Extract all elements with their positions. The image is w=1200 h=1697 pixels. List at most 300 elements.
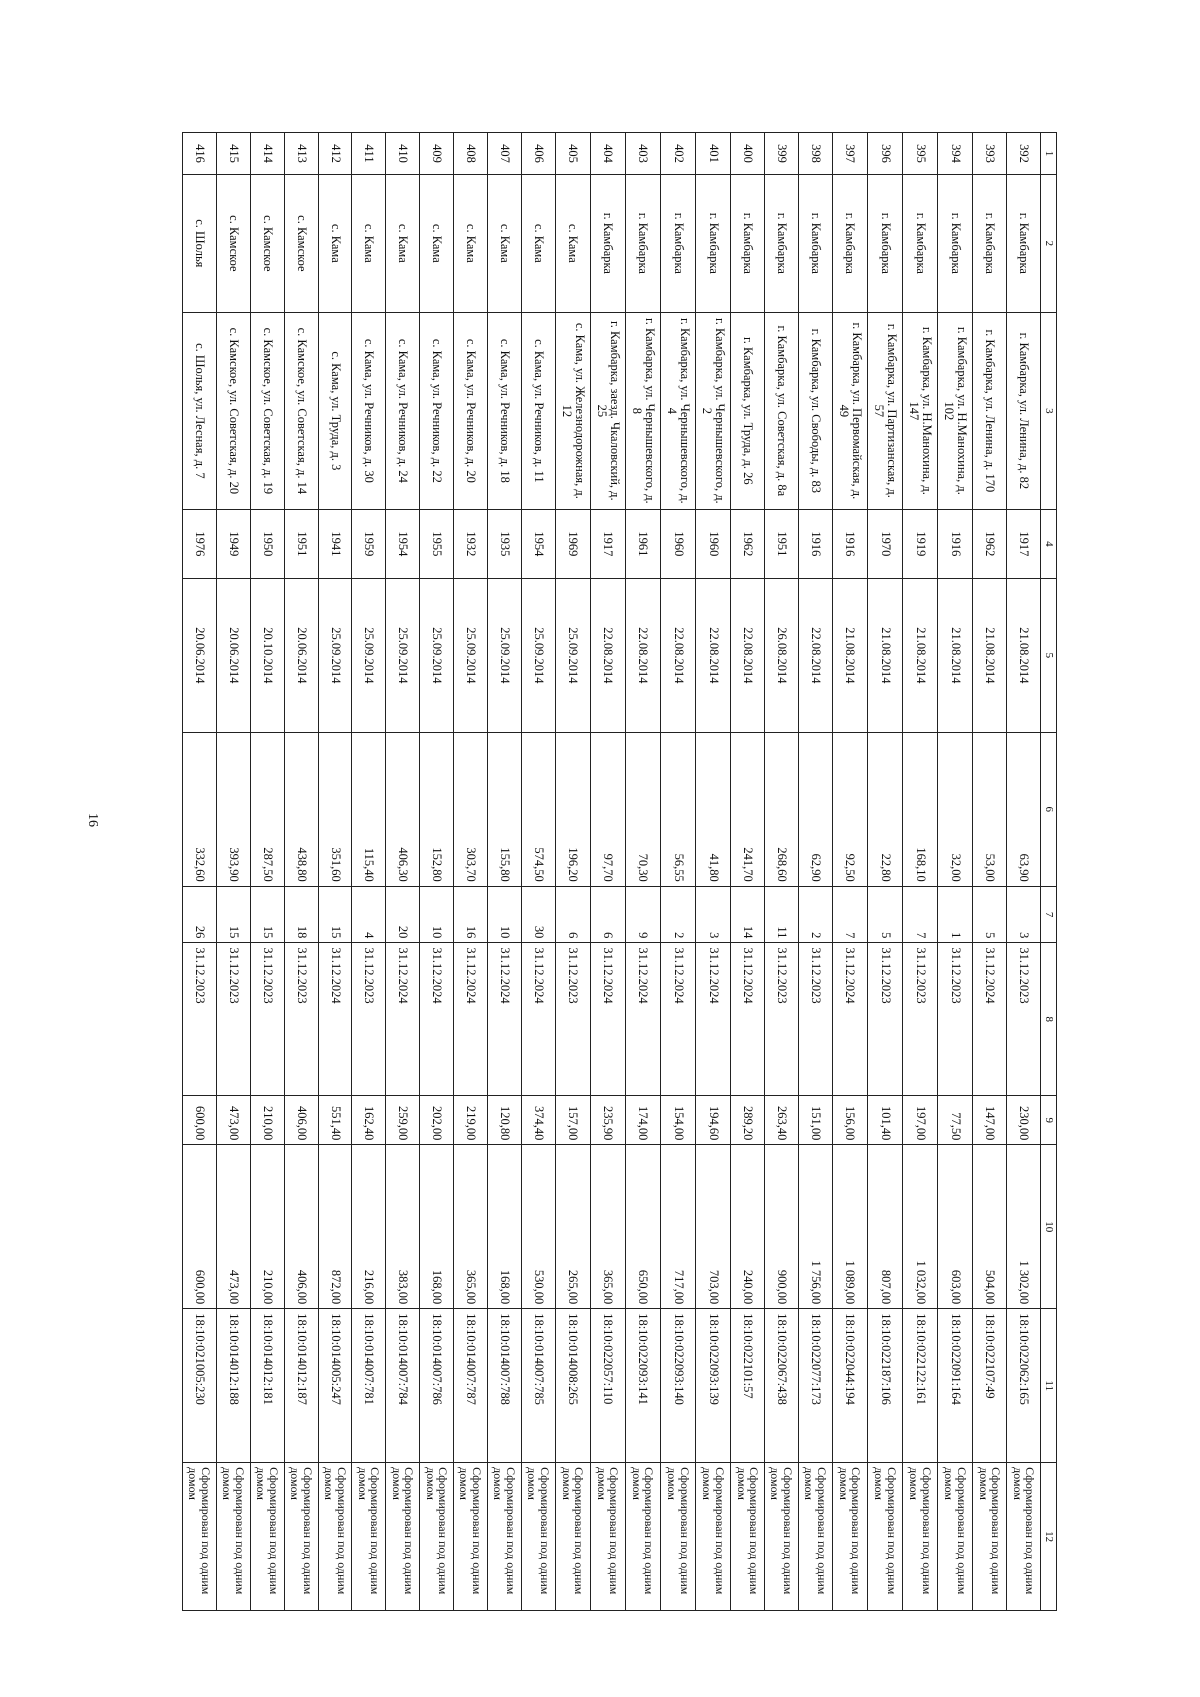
locality-cell: г. Камбарка xyxy=(938,174,973,312)
date-cell: 20.06.2014 xyxy=(284,578,318,732)
locality-cell: г. Камбарка xyxy=(625,174,660,312)
deadline-cell: 31.12.2024 xyxy=(420,943,454,1096)
col9-cell: 156,00 xyxy=(832,1096,867,1145)
deadline-cell: 31.12.2023 xyxy=(903,943,938,1096)
address-cell: с. Кама, ул. Речников, д. 20 xyxy=(454,312,488,509)
col9-cell: 101,40 xyxy=(867,1096,902,1145)
col10-cell: 216,00 xyxy=(352,1145,386,1309)
note-cell: Сформирован под одним домом xyxy=(832,1463,867,1611)
locality-cell: с. Кама xyxy=(454,174,488,312)
note-cell: Сформирован под одним домом xyxy=(420,1463,454,1611)
table-row xyxy=(352,133,386,1611)
row-number-cell: 403 xyxy=(625,133,660,175)
area-cell: 196,20 xyxy=(555,732,590,886)
col10-cell: 210,00 xyxy=(250,1145,284,1309)
locality-cell: с. Камское xyxy=(250,174,284,312)
area-cell: 241,70 xyxy=(731,732,765,886)
area-cell: 53,00 xyxy=(973,732,1007,886)
cadastral-number-cell: 18:10:022057:110 xyxy=(590,1309,625,1463)
year-built-cell: 1950 xyxy=(250,509,284,578)
note-cell: Сформирован под одним домом xyxy=(183,1463,217,1611)
note-cell: Сформирован под одним домом xyxy=(352,1463,386,1611)
col10-cell: 406,00 xyxy=(284,1145,318,1309)
address-cell: г. Камбарка, ул. Партизанская, д. 57 xyxy=(867,312,902,509)
area-cell: 268,60 xyxy=(765,732,799,886)
address-cell: г. Камбарка, ул. Первомайская, д. 49 xyxy=(832,312,867,509)
area-cell: 70,30 xyxy=(625,732,660,886)
year-built-cell: 1976 xyxy=(183,509,217,578)
col7-cell: 11 xyxy=(765,886,799,943)
table-row xyxy=(250,133,284,1611)
date-cell: 22.08.2014 xyxy=(696,578,731,732)
col10-cell: 504,00 xyxy=(973,1145,1007,1309)
cadastral-number-cell: 18:10:014007:786 xyxy=(420,1309,454,1463)
col9-cell: 197,00 xyxy=(903,1096,938,1145)
col10-cell: 1 756,00 xyxy=(798,1145,832,1309)
table-row xyxy=(454,133,488,1611)
row-number-cell: 393 xyxy=(973,133,1007,175)
note-cell: Сформирован под одним домом xyxy=(454,1463,488,1611)
col7-cell: 20 xyxy=(386,886,420,943)
row-number-cell: 411 xyxy=(352,133,386,175)
locality-cell: с. Кама xyxy=(352,174,386,312)
note-cell: Сформирован под одним домом xyxy=(590,1463,625,1611)
area-cell: 574,50 xyxy=(521,732,555,886)
col7-cell: 2 xyxy=(798,886,832,943)
year-built-cell: 1916 xyxy=(798,509,832,578)
address-cell: г. Камбарка, ул. Труда, д. 26 xyxy=(731,312,765,509)
year-built-cell: 1961 xyxy=(625,509,660,578)
locality-cell: г. Камбарка xyxy=(798,174,832,312)
deadline-cell: 31.12.2024 xyxy=(731,943,765,1096)
note-cell: Сформирован под одним домом xyxy=(903,1463,938,1611)
col10-cell: 383,00 xyxy=(386,1145,420,1309)
deadline-cell: 31.12.2023 xyxy=(798,943,832,1096)
cadastral-number-cell: 18:10:014007:784 xyxy=(386,1309,420,1463)
area-cell: 62,90 xyxy=(798,732,832,886)
area-cell: 168,10 xyxy=(903,732,938,886)
deadline-cell: 31.12.2024 xyxy=(487,943,521,1096)
year-built-cell: 1917 xyxy=(1007,509,1041,578)
col9-cell: 162,40 xyxy=(352,1096,386,1145)
deadline-cell: 31.12.2023 xyxy=(555,943,590,1096)
locality-cell: г. Камбарка xyxy=(660,174,695,312)
col7-cell: 7 xyxy=(832,886,867,943)
col7-cell: 15 xyxy=(250,886,284,943)
col9-cell: 219,00 xyxy=(454,1096,488,1145)
date-cell: 22.08.2014 xyxy=(660,578,695,732)
note-cell: Сформирован под одним домом xyxy=(250,1463,284,1611)
col7-cell: 18 xyxy=(284,886,318,943)
cadastral-number-cell: 18:10:022122:161 xyxy=(903,1309,938,1463)
col7-cell: 2 xyxy=(660,886,695,943)
address-cell: с. Кама, ул. Железнодорожная, д. 12 xyxy=(555,312,590,509)
col7-cell: 16 xyxy=(454,886,488,943)
table-row xyxy=(318,133,352,1611)
table-row xyxy=(521,133,555,1611)
area-cell: 63,90 xyxy=(1007,732,1041,886)
col7-cell: 5 xyxy=(867,886,902,943)
locality-cell: с. Кама xyxy=(318,174,352,312)
col7-cell: 1 xyxy=(938,886,973,943)
year-built-cell: 1970 xyxy=(867,509,902,578)
table-row xyxy=(420,133,454,1611)
table-row xyxy=(216,133,250,1611)
deadline-cell: 31.12.2024 xyxy=(660,943,695,1096)
note-cell: Сформирован под одним домом xyxy=(731,1463,765,1611)
locality-cell: г. Камбарка xyxy=(973,174,1007,312)
page-number: 16 xyxy=(85,813,100,827)
address-cell: г. Камбарка, ул. Чернышевского, д. 4 xyxy=(660,312,695,509)
col9-cell: 210,00 xyxy=(250,1096,284,1145)
deadline-cell: 31.12.2023 xyxy=(284,943,318,1096)
col10-cell: 1 032,00 xyxy=(903,1145,938,1309)
col9-cell: 551,40 xyxy=(318,1096,352,1145)
table-row xyxy=(183,133,217,1611)
note-cell: Сформирован под одним домом xyxy=(386,1463,420,1611)
address-cell: с. Камское, ул. Советская, д. 19 xyxy=(250,312,284,509)
column-number-5: 5 xyxy=(1041,578,1057,732)
row-number-cell: 404 xyxy=(590,133,625,175)
row-number-cell: 392 xyxy=(1007,133,1041,175)
date-cell: 21.08.2014 xyxy=(867,578,902,732)
col9-cell: 374,40 xyxy=(521,1096,555,1145)
year-built-cell: 1949 xyxy=(216,509,250,578)
locality-cell: г. Камбарка xyxy=(903,174,938,312)
col9-cell: 77,50 xyxy=(938,1096,973,1145)
deadline-cell: 31.12.2024 xyxy=(386,943,420,1096)
row-number-cell: 409 xyxy=(420,133,454,175)
deadline-cell: 31.12.2024 xyxy=(318,943,352,1096)
deadline-cell: 31.12.2023 xyxy=(1007,943,1041,1096)
date-cell: 20.10.2014 xyxy=(250,578,284,732)
date-cell: 21.08.2014 xyxy=(1007,578,1041,732)
locality-cell: г. Камбарка xyxy=(590,174,625,312)
date-cell: 25.09.2014 xyxy=(352,578,386,732)
area-cell: 351,60 xyxy=(318,732,352,886)
row-number-cell: 408 xyxy=(454,133,488,175)
col9-cell: 120,80 xyxy=(487,1096,521,1145)
date-cell: 25.09.2014 xyxy=(555,578,590,732)
address-cell: с. Кама, ул. Труда, д. 3 xyxy=(318,312,352,509)
area-cell: 22,80 xyxy=(867,732,902,886)
column-number-6: 6 xyxy=(1041,732,1057,886)
col7-cell: 14 xyxy=(731,886,765,943)
deadline-cell: 31.12.2024 xyxy=(590,943,625,1096)
year-built-cell: 1917 xyxy=(590,509,625,578)
col7-cell: 26 xyxy=(183,886,217,943)
row-number-cell: 396 xyxy=(867,133,902,175)
cadastral-number-cell: 18:10:022067:438 xyxy=(765,1309,799,1463)
cadastral-number-cell: 18:10:022062:165 xyxy=(1007,1309,1041,1463)
locality-cell: с. Кама xyxy=(386,174,420,312)
col10-cell: 600,00 xyxy=(183,1145,217,1309)
row-number-cell: 397 xyxy=(832,133,867,175)
deadline-cell: 31.12.2024 xyxy=(973,943,1007,1096)
year-built-cell: 1969 xyxy=(555,509,590,578)
col10-cell: 168,00 xyxy=(420,1145,454,1309)
column-number-12: 12 xyxy=(1041,1463,1057,1611)
row-number-cell: 413 xyxy=(284,133,318,175)
col7-cell: 6 xyxy=(590,886,625,943)
col9-cell: 174,00 xyxy=(625,1096,660,1145)
date-cell: 22.08.2014 xyxy=(625,578,660,732)
date-cell: 22.08.2014 xyxy=(731,578,765,732)
locality-cell: с. Камское xyxy=(284,174,318,312)
col9-cell: 263,40 xyxy=(765,1096,799,1145)
note-cell: Сформирован под одним домом xyxy=(216,1463,250,1611)
note-cell: Сформирован под одним домом xyxy=(284,1463,318,1611)
deadline-cell: 31.12.2024 xyxy=(625,943,660,1096)
year-built-cell: 1954 xyxy=(386,509,420,578)
cadastral-number-cell: 18:10:014007:787 xyxy=(454,1309,488,1463)
column-number-11: 11 xyxy=(1041,1309,1057,1463)
col9-cell: 259,00 xyxy=(386,1096,420,1145)
area-cell: 287,50 xyxy=(250,732,284,886)
year-built-cell: 1954 xyxy=(521,509,555,578)
col10-cell: 603,00 xyxy=(938,1145,973,1309)
date-cell: 25.09.2014 xyxy=(420,578,454,732)
date-cell: 25.09.2014 xyxy=(318,578,352,732)
column-number-4: 4 xyxy=(1041,509,1057,578)
deadline-cell: 31.12.2024 xyxy=(832,943,867,1096)
deadline-cell: 31.12.2023 xyxy=(938,943,973,1096)
area-cell: 152,80 xyxy=(420,732,454,886)
locality-cell: с. Камское xyxy=(216,174,250,312)
note-cell: Сформирован под одним домом xyxy=(625,1463,660,1611)
col9-cell: 289,20 xyxy=(731,1096,765,1145)
col10-cell: 900,00 xyxy=(765,1145,799,1309)
cadastral-number-cell: 18:10:014008:265 xyxy=(555,1309,590,1463)
note-cell: Сформирован под одним домом xyxy=(765,1463,799,1611)
table-row xyxy=(973,133,1007,1611)
cadastral-number-cell: 18:10:014005:247 xyxy=(318,1309,352,1463)
date-cell: 25.09.2014 xyxy=(386,578,420,732)
col7-cell: 15 xyxy=(318,886,352,943)
deadline-cell: 31.12.2023 xyxy=(216,943,250,1096)
year-built-cell: 1916 xyxy=(938,509,973,578)
col9-cell: 600,00 xyxy=(183,1096,217,1145)
cadastral-number-cell: 18:10:022101:57 xyxy=(731,1309,765,1463)
table-row xyxy=(386,133,420,1611)
col10-cell: 650,00 xyxy=(625,1145,660,1309)
address-cell: г. Камбарка, ул. Ленина, д. 170 xyxy=(973,312,1007,509)
deadline-cell: 31.12.2024 xyxy=(454,943,488,1096)
column-number-7: 7 xyxy=(1041,886,1057,943)
col9-cell: 147,00 xyxy=(973,1096,1007,1145)
note-cell: Сформирован под одним домом xyxy=(660,1463,695,1611)
table-row xyxy=(832,133,867,1611)
row-number-cell: 395 xyxy=(903,133,938,175)
col10-cell: 1 302,00 xyxy=(1007,1145,1041,1309)
cadastral-number-cell: 18:10:014007:788 xyxy=(487,1309,521,1463)
col7-cell: 7 xyxy=(903,886,938,943)
address-cell: с. Шолья, ул. Лесная, д. 7 xyxy=(183,312,217,509)
table-row xyxy=(867,133,902,1611)
deadline-cell: 31.12.2024 xyxy=(521,943,555,1096)
col7-cell: 3 xyxy=(696,886,731,943)
col10-cell: 807,00 xyxy=(867,1145,902,1309)
table-row xyxy=(284,133,318,1611)
date-cell: 20.06.2014 xyxy=(216,578,250,732)
table-row xyxy=(555,133,590,1611)
area-cell: 406,30 xyxy=(386,732,420,886)
year-built-cell: 1951 xyxy=(284,509,318,578)
cadastral-number-cell: 18:10:014007:785 xyxy=(521,1309,555,1463)
year-built-cell: 1935 xyxy=(487,509,521,578)
cadastral-number-cell: 18:10:022077:173 xyxy=(798,1309,832,1463)
locality-cell: с. Кама xyxy=(555,174,590,312)
date-cell: 21.08.2014 xyxy=(903,578,938,732)
column-number-2: 2 xyxy=(1041,174,1057,312)
col7-cell: 10 xyxy=(420,886,454,943)
deadline-cell: 31.12.2023 xyxy=(352,943,386,1096)
year-built-cell: 1932 xyxy=(454,509,488,578)
column-number-header-row xyxy=(1041,133,1057,1611)
cadastral-number-cell: 18:10:014012:188 xyxy=(216,1309,250,1463)
col9-cell: 194,60 xyxy=(696,1096,731,1145)
table-row xyxy=(798,133,832,1611)
cadastral-number-cell: 18:10:022044:194 xyxy=(832,1309,867,1463)
cadastral-number-cell: 18:10:022107:49 xyxy=(973,1309,1007,1463)
cadastral-number-cell: 18:10:022093:140 xyxy=(660,1309,695,1463)
note-cell: Сформирован под одним домом xyxy=(696,1463,731,1611)
area-cell: 438,80 xyxy=(284,732,318,886)
column-number-1: 1 xyxy=(1041,133,1057,175)
table-row xyxy=(903,133,938,1611)
address-cell: с. Кама, ул. Речников, д. 11 xyxy=(521,312,555,509)
cadastral-number-cell: 18:10:021005:230 xyxy=(183,1309,217,1463)
col9-cell: 157,00 xyxy=(555,1096,590,1145)
table-row xyxy=(590,133,625,1611)
area-cell: 332,60 xyxy=(183,732,217,886)
area-cell: 303,70 xyxy=(454,732,488,886)
address-cell: г. Камбарка, ул. Н.Манохина, д. 147 xyxy=(903,312,938,509)
address-cell: г. Камбарка, ул. Свободы, д. 83 xyxy=(798,312,832,509)
row-number-cell: 410 xyxy=(386,133,420,175)
row-number-cell: 402 xyxy=(660,133,695,175)
locality-cell: с. Шолья xyxy=(183,174,217,312)
col10-cell: 1 089,00 xyxy=(832,1145,867,1309)
year-built-cell: 1962 xyxy=(973,509,1007,578)
locality-cell: г. Камбарка xyxy=(731,174,765,312)
col9-cell: 154,00 xyxy=(660,1096,695,1145)
col7-cell: 4 xyxy=(352,886,386,943)
col7-cell: 10 xyxy=(487,886,521,943)
date-cell: 25.09.2014 xyxy=(487,578,521,732)
col7-cell: 9 xyxy=(625,886,660,943)
date-cell: 21.08.2014 xyxy=(832,578,867,732)
table-row xyxy=(487,133,521,1611)
col10-cell: 265,00 xyxy=(555,1145,590,1309)
table-row xyxy=(765,133,799,1611)
address-cell: с. Кама, ул. Речников, д. 22 xyxy=(420,312,454,509)
col10-cell: 473,00 xyxy=(216,1145,250,1309)
column-number-3: 3 xyxy=(1041,312,1057,509)
row-number-cell: 415 xyxy=(216,133,250,175)
year-built-cell: 1919 xyxy=(903,509,938,578)
col10-cell: 703,00 xyxy=(696,1145,731,1309)
col9-cell: 235,90 xyxy=(590,1096,625,1145)
note-cell: Сформирован под одним домом xyxy=(798,1463,832,1611)
col10-cell: 168,00 xyxy=(487,1145,521,1309)
deadline-cell: 31.12.2024 xyxy=(696,943,731,1096)
col10-cell: 365,00 xyxy=(590,1145,625,1309)
col7-cell: 6 xyxy=(555,886,590,943)
area-cell: 41,80 xyxy=(696,732,731,886)
address-cell: с. Кама, ул. Речников, д. 30 xyxy=(352,312,386,509)
col7-cell: 3 xyxy=(1007,886,1041,943)
locality-cell: г. Камбарка xyxy=(765,174,799,312)
column-number-8: 8 xyxy=(1041,943,1057,1096)
row-number-cell: 407 xyxy=(487,133,521,175)
year-built-cell: 1959 xyxy=(352,509,386,578)
area-cell: 92,50 xyxy=(832,732,867,886)
table-row xyxy=(938,133,973,1611)
col7-cell: 5 xyxy=(973,886,1007,943)
table-row xyxy=(696,133,731,1611)
table-stage xyxy=(182,132,1057,1611)
locality-cell: с. Кама xyxy=(521,174,555,312)
area-cell: 115,40 xyxy=(352,732,386,886)
address-cell: г. Камбарка, ул. Н.Манохина, д. 102 xyxy=(938,312,973,509)
cadastral-number-cell: 18:10:014012:181 xyxy=(250,1309,284,1463)
row-number-cell: 394 xyxy=(938,133,973,175)
address-cell: с. Камское, ул. Советская, д. 14 xyxy=(284,312,318,509)
note-cell: Сформирован под одним домом xyxy=(555,1463,590,1611)
area-cell: 393,90 xyxy=(216,732,250,886)
date-cell: 22.08.2014 xyxy=(798,578,832,732)
date-cell: 20.06.2014 xyxy=(183,578,217,732)
table-row xyxy=(1007,133,1041,1611)
col10-cell: 240,00 xyxy=(731,1145,765,1309)
col9-cell: 473,00 xyxy=(216,1096,250,1145)
address-cell: г. Камбарка, ул. Советская, д. 8а xyxy=(765,312,799,509)
note-cell: Сформирован под одним домом xyxy=(487,1463,521,1611)
row-number-cell: 405 xyxy=(555,133,590,175)
year-built-cell: 1916 xyxy=(832,509,867,578)
area-cell: 56,55 xyxy=(660,732,695,886)
row-number-cell: 406 xyxy=(521,133,555,175)
note-cell: Сформирован под одним домом xyxy=(867,1463,902,1611)
area-cell: 32,00 xyxy=(938,732,973,886)
date-cell: 21.08.2014 xyxy=(938,578,973,732)
col9-cell: 202,00 xyxy=(420,1096,454,1145)
locality-cell: г. Камбарка xyxy=(696,174,731,312)
date-cell: 22.08.2014 xyxy=(590,578,625,732)
year-built-cell: 1960 xyxy=(660,509,695,578)
row-number-cell: 414 xyxy=(250,133,284,175)
date-cell: 25.09.2014 xyxy=(521,578,555,732)
col10-cell: 872,00 xyxy=(318,1145,352,1309)
col10-cell: 365,00 xyxy=(454,1145,488,1309)
row-number-cell: 416 xyxy=(183,133,217,175)
col9-cell: 406,00 xyxy=(284,1096,318,1145)
address-cell: г. Камбарка, заезд. Чкаловский, д. 25 xyxy=(590,312,625,509)
note-cell: Сформирован под одним домом xyxy=(938,1463,973,1611)
year-built-cell: 1960 xyxy=(696,509,731,578)
column-number-10: 10 xyxy=(1041,1145,1057,1309)
table-row xyxy=(660,133,695,1611)
locality-cell: г. Камбарка xyxy=(832,174,867,312)
note-cell: Сформирован под одним домом xyxy=(1007,1463,1041,1611)
year-built-cell: 1951 xyxy=(765,509,799,578)
col7-cell: 15 xyxy=(216,886,250,943)
col9-cell: 151,00 xyxy=(798,1096,832,1145)
address-cell: г. Камбарка, ул. Чернышевского, д. 2 xyxy=(696,312,731,509)
row-number-cell: 398 xyxy=(798,133,832,175)
deadline-cell: 31.12.2023 xyxy=(250,943,284,1096)
